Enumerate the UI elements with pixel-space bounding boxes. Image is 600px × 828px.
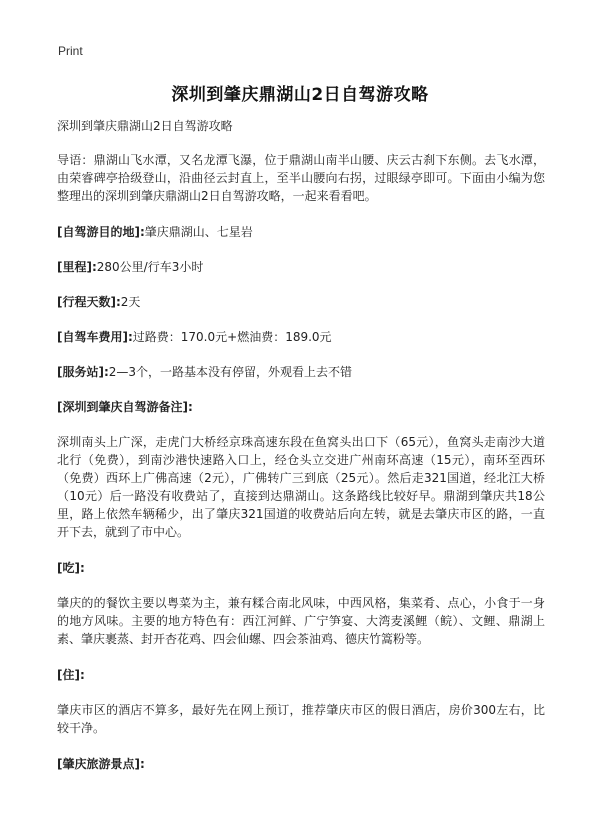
field-value: 肇庆鼎湖山、七星岩 bbox=[144, 225, 253, 239]
eat-heading: [吃]: bbox=[57, 561, 85, 575]
route-heading: [深圳到肇庆自驾游备注]: bbox=[57, 400, 193, 414]
field-destination bbox=[57, 223, 545, 241]
field-label: [行程天数]: bbox=[57, 295, 121, 309]
stay-heading: [住]: bbox=[57, 668, 85, 682]
route-paragraph: 深圳南头上广深，走虎门大桥经京珠高速东段在鱼窝头出口下（65元），鱼窝头走南沙大道北行（免费），到南沙港快速路入口上，经仓头立交进广州南环高速（15元），南环至西环（免费）西环上广佛高速（2元），广佛转广三到底（25元）。然后走321国道，经北江大桥（10元）后一路没有收费站了，直接到达鼎湖山。这条路线比较好早。鼎湖到肇庆共18公里，路上依然车辆稀少，出了肇庆321国道的收费站后向左转，就是去肇庆市区的路，一直开下去，就到了市中心。 bbox=[57, 435, 545, 539]
field-label: [自驾车费用]: bbox=[57, 330, 133, 344]
field-label: [自驾游目的地]: bbox=[57, 225, 145, 239]
article-body bbox=[57, 117, 545, 790]
field-value: 2—3个，一路基本没有停留，外观看上去不错 bbox=[108, 365, 353, 379]
stay-paragraph: 肇庆市区的酒店不算多，最好先在网上预订，推荐肇庆市区的假日酒店，房价300左右，比较干净。 bbox=[57, 703, 545, 735]
field-mileage bbox=[57, 258, 545, 276]
print-link[interactable]: Print bbox=[58, 44, 83, 58]
field-value: 280公里/行车3小时 bbox=[96, 260, 204, 274]
intro-paragraph: 导语：鼎湖山飞水潭，又名龙潭飞瀑，位于鼎湖山南半山腰、庆云古刹下东侧。去飞水潭，由荣睿碑亭拾级登山，沿曲径云封直上，至半山腰向右拐，过眼绿亭即可。下面由小编为您整理出的深圳到肇庆鼎湖山2日自驾游攻略，一起来看看吧。 bbox=[57, 153, 545, 203]
sights-heading: [肇庆旅游景点]: bbox=[57, 757, 145, 771]
field-days bbox=[57, 293, 545, 311]
eat-paragraph: 肇庆的的餐饮主要以粤菜为主，兼有糅合南北风味，中西风格，集菜肴、点心，小食于一身的地方风味。主要的地方特色有：西江河鲜、广宁笋宴、大湾麦溪鲤（鲩）、文鲤、鼎湖上素、肇庆裹蒸、封开杏花鸡、四会仙螺、四会茶油鸡、德庆竹篙粉等。 bbox=[57, 596, 545, 646]
page-title: 深圳到肇庆鼎湖山2日自驾游攻略 bbox=[171, 85, 429, 105]
field-value: 2天 bbox=[120, 295, 141, 309]
field-cost bbox=[57, 328, 545, 346]
article-subtitle: 深圳到肇庆鼎湖山2日自驾游攻略 bbox=[57, 119, 233, 133]
field-value: 过路费：170.0元+燃油费：189.0元 bbox=[132, 330, 332, 344]
field-service-station bbox=[57, 363, 545, 381]
field-label: [服务站]: bbox=[57, 365, 109, 379]
field-label: [里程]: bbox=[57, 260, 97, 274]
